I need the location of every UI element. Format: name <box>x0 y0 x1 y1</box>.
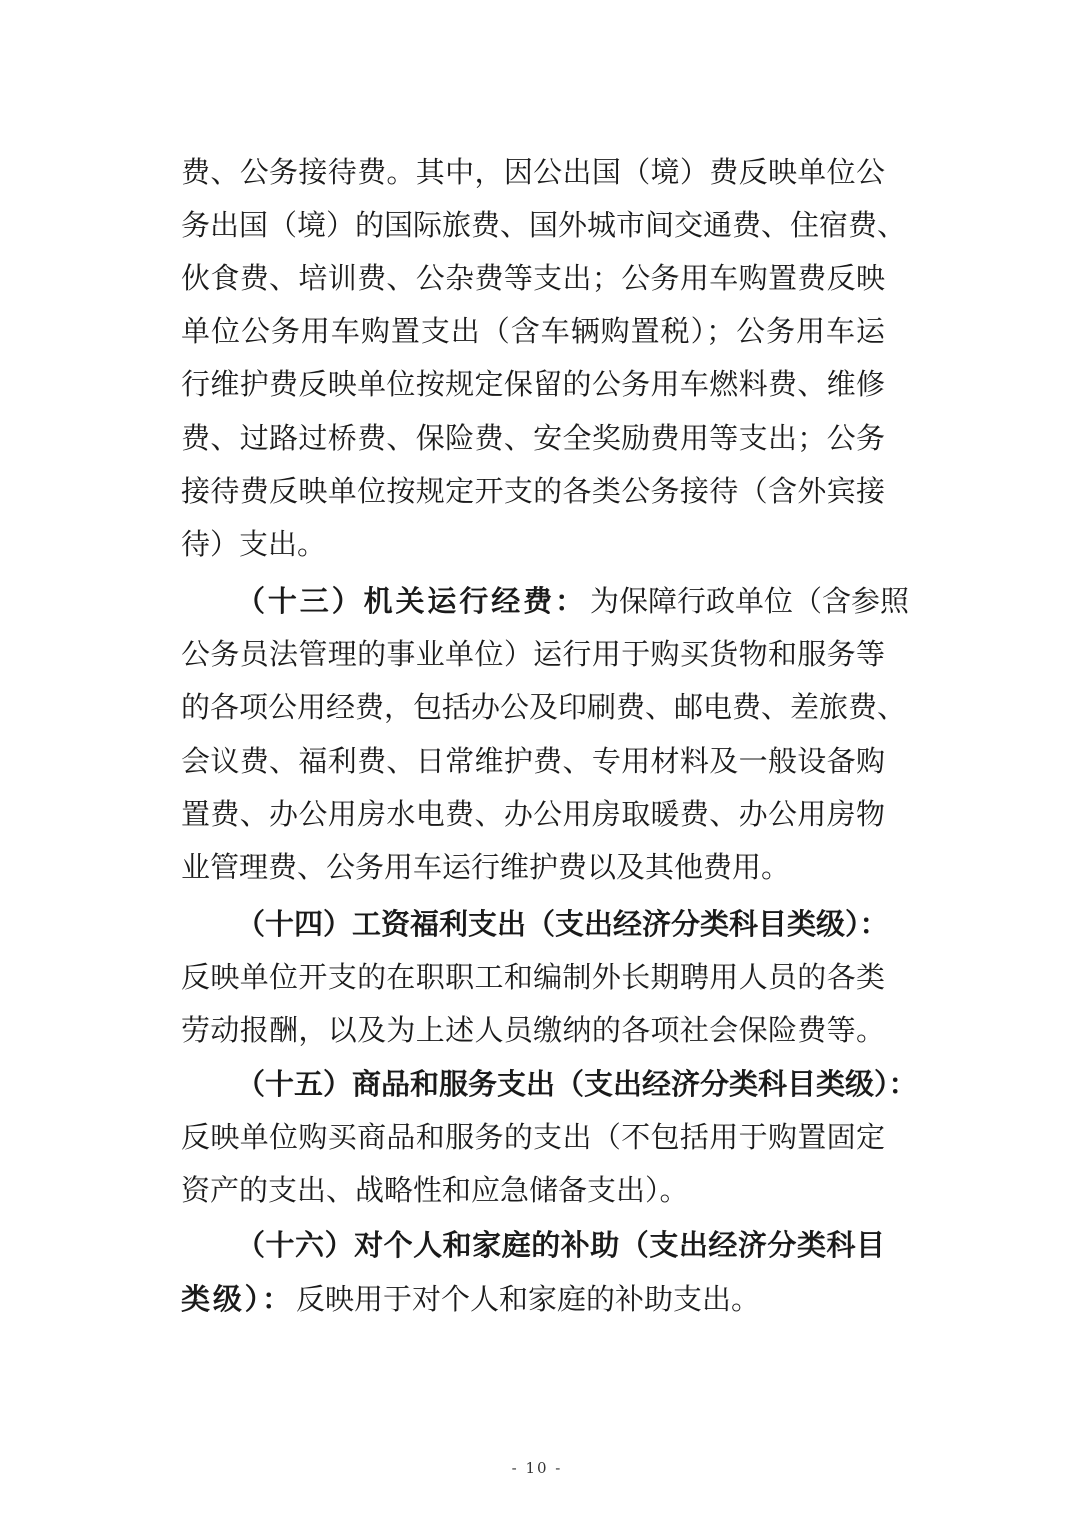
text-line <box>0 357 1074 411</box>
text-line <box>0 411 1074 465</box>
text-run: 接待费反映单位按规定开支的各类公务接待（含外宾接 <box>181 474 885 508</box>
section-heading: （十六）对个人和家庭的补助（支出经济分类科目 <box>236 1228 885 1262</box>
text-line <box>0 680 1074 734</box>
section-heading: （十三）机关运行经费： <box>236 584 584 618</box>
text-run: 反映单位购买商品和服务的支出（不包括用于购置固定 <box>181 1120 885 1154</box>
text-line <box>0 1110 1074 1164</box>
text-run: 劳动报酬，以及为上述人员缴纳的各项社会保险费等。 <box>181 1013 885 1047</box>
text-run: 业管理费、公务用车运行维护费以及其他费用。 <box>181 850 791 884</box>
text-line <box>0 1163 1074 1217</box>
text-line <box>0 145 1074 199</box>
text-line <box>0 198 1074 252</box>
text-line <box>0 517 1074 571</box>
text-line <box>0 840 1074 894</box>
text-line <box>0 734 1074 788</box>
text-run: 反映单位开支的在职职工和编制外长期聘用人员的各类 <box>181 960 885 994</box>
section-heading: （十五）商品和服务支出（支出经济分类科目类级）： <box>236 1067 918 1101</box>
section-heading-line <box>0 1057 1074 1111</box>
text-line <box>0 464 1074 518</box>
text-run: 的各项公用经费，包括办公及印刷费、邮电费、差旅费、 <box>181 690 907 724</box>
text-line <box>0 627 1074 681</box>
text-run: 置费、办公用房水电费、办公用房取暖费、办公用房物 <box>181 797 885 831</box>
text-line <box>0 950 1074 1004</box>
page-number: - 10 - <box>511 1459 563 1477</box>
section-heading-line <box>0 897 1074 951</box>
text-run: 费、过路过桥费、保险费、安全奖励费用等支出；公务 <box>181 421 885 455</box>
text-line <box>0 251 1074 305</box>
section-heading: （十四）工资福利支出（支出经济分类科目类级）： <box>236 907 889 941</box>
text-run: 公务员法管理的事业单位）运行用于购买货物和服务等 <box>181 637 885 671</box>
section-heading-continuation: 类级）： <box>181 1282 291 1316</box>
text-run: 伙食费、培训费、公杂费等支出；公务用车购置费反映 <box>181 261 885 295</box>
text-run: 费、公务接待费。其中，因公出国（境）费反映单位公 <box>181 155 885 189</box>
section-heading-line <box>0 1218 1074 1272</box>
text-line <box>0 1272 1074 1326</box>
text-run: 单位公务用车购置支出（含车辆购置税）；公务用车运 <box>181 314 885 348</box>
text-run: 行维护费反映单位按规定保留的公务用车燃料费、维修 <box>181 367 885 401</box>
text-run: 会议费、福利费、日常维护费、专用材料及一般设备购 <box>181 744 885 778</box>
text-run: 资产的支出、战略性和应急储备支出）。 <box>181 1173 689 1207</box>
text-run: 务出国（境）的国际旅费、国外城市间交通费、住宿费、 <box>181 208 907 242</box>
text-line <box>0 304 1074 358</box>
text-run: 反映用于对个人和家庭的补助支出。 <box>296 1282 761 1316</box>
text-run: 待）支出。 <box>181 527 327 561</box>
section-heading-line <box>0 574 1074 628</box>
text-run: 为保障行政单位（含参照 <box>590 584 910 618</box>
text-line <box>0 1003 1074 1057</box>
text-line <box>0 787 1074 841</box>
